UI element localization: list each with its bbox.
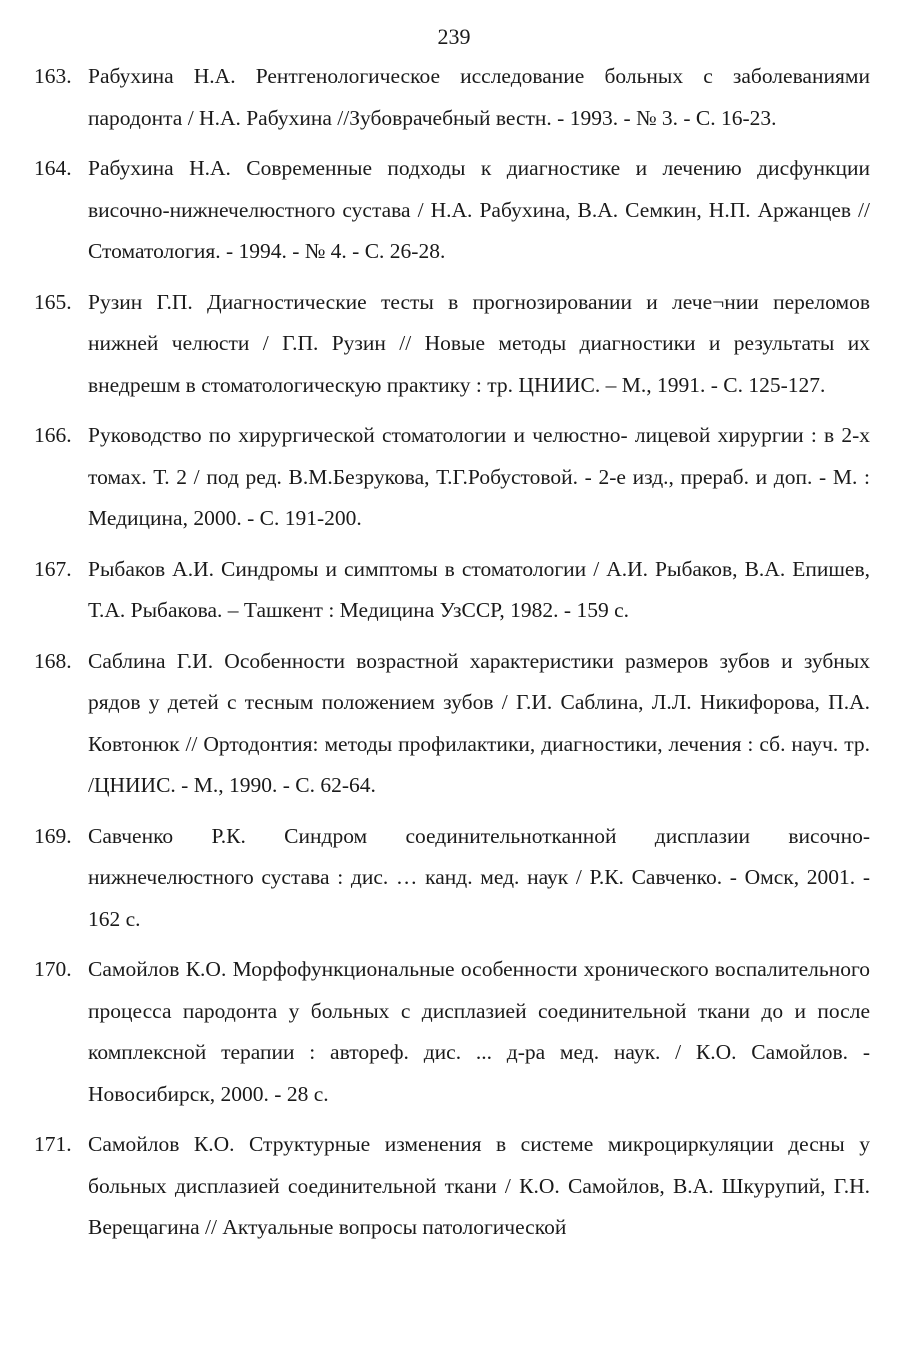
reference-text: Рузин Г.П. Диагностические тесты в прогнозировании и лече¬нии переломов нижней челюсти / Г.П. Рузин // Новые методы диагностики и результаты их внедрешм в стоматологическую практику : тр. ЦНИИС. – М., 1991. - С. 125-127.	[88, 289, 870, 397]
reference-number: 170.	[34, 957, 72, 981]
reference-number: 167.	[34, 556, 72, 581]
reference-item-168	[34, 641, 870, 807]
reference-item-164	[34, 148, 870, 273]
reference-text: Руководство по хирургической стоматологии и челюстно- лицевой хирургии : в 2-х томах. Т. 2 / под ред. В.М.Безрукова, Т.Г.Робустовой. - 2-е изд., прераб. и доп. - М. : Медицина, 2000. - С. 191-200.	[88, 423, 870, 530]
reference-number: 166.	[34, 423, 72, 447]
reference-item-165	[34, 282, 870, 407]
reference-text: Рыбаков А.И. Синдромы и симптомы в стоматологии / А.И. Рыбаков, В.А. Епишев, Т.А. Рыбакова. – Ташкент : Медицина УзССР, 1982. - 159 с.	[88, 556, 870, 622]
reference-item-166	[34, 415, 870, 540]
reference-text: Самойлов К.О. Структурные изменения в системе микроциркуляции десны у больных дисплазией соединительной ткани / К.О. Самойлов, В.А. Шкурупий, Г.Н. Верещагина // Актуальные вопросы патологической	[88, 1132, 870, 1239]
reference-text: Савченко Р.К. Синдром соединительнотканной дисплазии височно-нижнечелюстного сустава : дис. … канд. мед. наук / Р.К. Савченко. - Омск, 2001. - 162 с.	[88, 823, 870, 931]
reference-text: Самойлов К.О. Морфофункциональные особенности хронического воспалительного процесса пародонта у больных с дисплазией соединительной ткани до и после комплексной терапии : автореф. дис. ... д-ра мед. наук. / К.О. Самойлов. - Новосибирск, 2000. - 28 с.	[88, 957, 870, 1106]
reference-item-170	[34, 949, 870, 1115]
reference-list	[34, 56, 870, 1258]
reference-item-171	[34, 1124, 870, 1249]
reference-number: 171.	[34, 1132, 72, 1156]
reference-number: 169.	[34, 823, 72, 848]
reference-text: Саблина Г.И. Особенности возрастной характеристики размеров зубов и зубных рядов у детей с тесным положением зубов / Г.И. Саблина, Л.Л. Никифорова, П.А. Ковтонюк // Ортодонтия: методы профилактики, диагностики, лечения : сб. науч. тр. /ЦНИИС. - М., 1990. - С. 62-64.	[88, 648, 870, 797]
reference-text: Рабухина Н.А. Рентгенологическое исследование больных с заболеваниями пародонта / Н.А. Рабухина //Зубоврачебный вестн. - 1993. - № 3. - С. 16-23.	[88, 64, 870, 130]
reference-item-169	[34, 816, 870, 941]
reference-item-163	[34, 56, 870, 139]
reference-number: 165.	[34, 289, 72, 314]
reference-number: 168.	[34, 648, 72, 673]
reference-text: Рабухина Н.А. Современные подходы к диагностике и лечению дисфункции височно-нижнечелюстного сустава / Н.А. Рабухина, В.А. Семкин, Н.П. Аржанцев // Стоматология. - 1994. - № 4. - С. 26-28.	[88, 156, 870, 263]
reference-item-167	[34, 549, 870, 632]
reference-number: 164.	[34, 156, 72, 180]
page-number: 239	[437, 24, 471, 49]
reference-number: 163.	[34, 64, 72, 88]
